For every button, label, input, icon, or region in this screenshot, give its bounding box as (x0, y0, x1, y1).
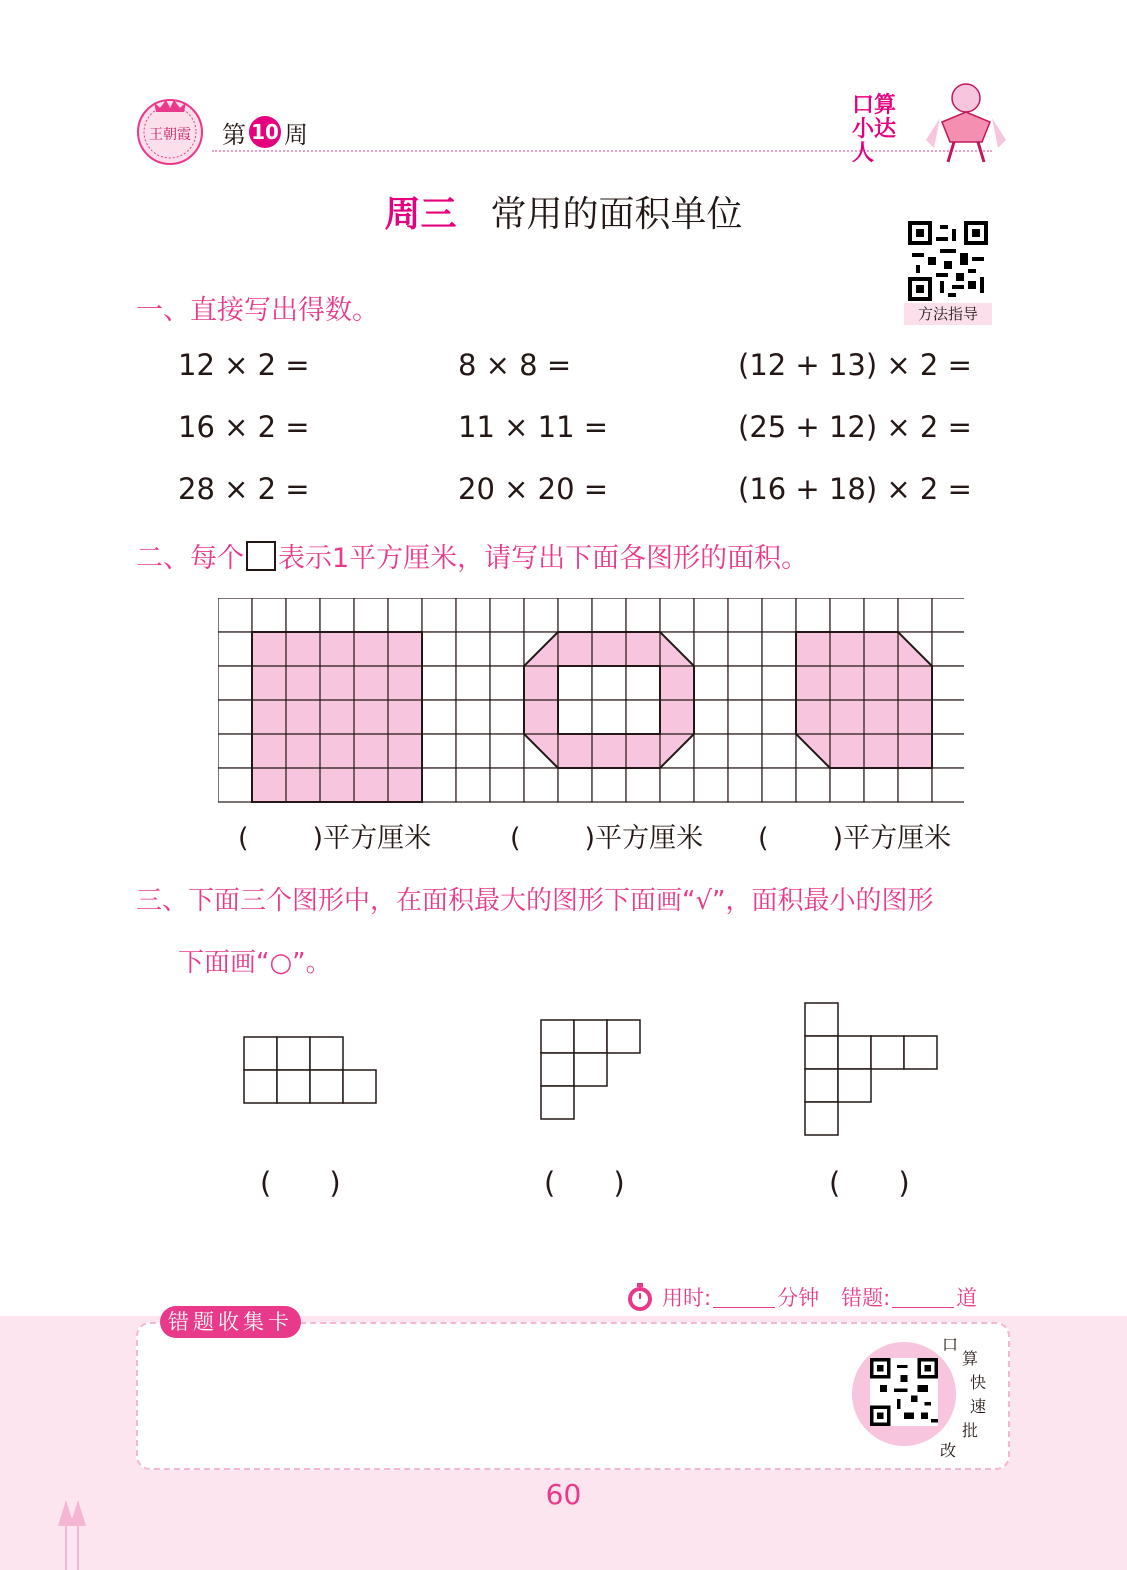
grid-cell (558, 768, 592, 802)
side-char: 速 (970, 1397, 987, 1416)
grid-cell (864, 598, 898, 632)
equation: 28 × 2 = (178, 472, 310, 506)
grid-cell (354, 598, 388, 632)
mascot-icon (920, 78, 1012, 168)
paren-open: ( (829, 1166, 841, 1200)
grid-cell (252, 598, 286, 632)
grid-cell (762, 666, 796, 700)
grid-cell (932, 632, 964, 666)
grid-cell (694, 666, 728, 700)
paren-open: ( (260, 1166, 272, 1200)
grid-cell (218, 632, 252, 666)
section2-heading-end: 表示1平方厘米，请写出下面各图形的面积。 (278, 543, 809, 574)
grid-cell (218, 734, 252, 768)
grid-cell (728, 666, 762, 700)
error-unit: 道 (956, 1286, 978, 1310)
equation: 8 × 8 = (458, 348, 572, 382)
section1-heading: 一、直接写出得数。 (136, 295, 379, 326)
grid-cell (728, 632, 762, 666)
grid-cell (422, 598, 456, 632)
grid-cell (762, 734, 796, 768)
equation: (16 + 18) × 2 = (738, 472, 972, 506)
week-suffix: 周 (284, 120, 308, 149)
figure-c (803, 1001, 943, 1141)
grid-cell (388, 598, 422, 632)
paren-open: ( (510, 823, 521, 854)
grid-cell (626, 666, 660, 700)
grid-cell (286, 598, 320, 632)
paren-open: ( (238, 823, 249, 854)
figure-b (539, 1018, 645, 1124)
grid-cell (490, 700, 524, 734)
unit-square-icon (246, 541, 276, 571)
grid-cell (932, 700, 964, 734)
grid-cell (830, 768, 864, 802)
seal-logo (134, 94, 206, 166)
error-label: 错题: (841, 1286, 891, 1310)
grid-cell (728, 768, 762, 802)
grid-cell (218, 666, 252, 700)
qr-quick-grade[interactable] (852, 1335, 992, 1462)
side-char: 改 (940, 1441, 957, 1460)
grid-cell (762, 598, 796, 632)
brand-logo (852, 78, 1012, 168)
grid-cell (558, 700, 592, 734)
equation: 12 × 2 = (178, 348, 310, 382)
grid-cell (728, 700, 762, 734)
answer-blank-3[interactable] (758, 816, 951, 855)
grid-cell (660, 768, 694, 802)
grid-cell (864, 768, 898, 802)
grid-cell (830, 598, 864, 632)
equation: (25 + 12) × 2 = (738, 410, 972, 444)
grid-cell (932, 666, 964, 700)
stopwatch-icon (626, 1282, 654, 1312)
equation: 20 × 20 = (458, 472, 609, 506)
grid-cell (490, 598, 524, 632)
grid-cell (558, 666, 592, 700)
grid-cell (490, 768, 524, 802)
grid-cell (422, 666, 456, 700)
shape-square (252, 632, 422, 802)
paren-open: ( (758, 823, 769, 854)
grid-cell (592, 700, 626, 734)
time-blank[interactable] (713, 1287, 775, 1308)
paren-close: ) (898, 1166, 910, 1200)
arrow-up-icon (52, 1498, 92, 1570)
grid-cell (524, 598, 558, 632)
grid-cell (456, 598, 490, 632)
time-unit: 分钟 (777, 1286, 820, 1310)
side-char: 批 (962, 1421, 979, 1440)
grid-cell (218, 700, 252, 734)
grid-cell (218, 598, 252, 632)
equation: (12 + 13) × 2 = (738, 348, 972, 382)
title-day: 周三 (384, 194, 457, 235)
grid-cell (490, 666, 524, 700)
section3-heading-line1: 三、下面三个图形中，在面积最大的图形下面画“√”，面积最小的图形 (136, 886, 934, 916)
grid-cell (694, 734, 728, 768)
grid-cell (456, 734, 490, 768)
grid-cell (762, 632, 796, 666)
side-char: 算 (962, 1349, 979, 1368)
grid-cell (490, 734, 524, 768)
grid-cell (694, 632, 728, 666)
card-title (160, 1306, 301, 1338)
card-title-text: 错题收集卡 (168, 1310, 293, 1334)
grid-cell (558, 598, 592, 632)
figure-b-answer[interactable] (544, 1166, 625, 1200)
grid-cell (490, 632, 524, 666)
grid-cell (524, 768, 558, 802)
answer-blank-2[interactable] (510, 816, 703, 855)
grid-cell (626, 598, 660, 632)
paren-close: ) (613, 1166, 625, 1200)
grid-cell (592, 768, 626, 802)
unit-label: )平方厘米 (832, 823, 952, 854)
section2-heading (136, 536, 808, 575)
grid-cell (422, 700, 456, 734)
section2-heading-start: 二、每个 (136, 543, 244, 574)
grid-cell (456, 700, 490, 734)
grid-cell (932, 734, 964, 768)
week-number-badge (249, 116, 281, 148)
brand-logo-text: 口算小达人 (852, 93, 897, 166)
unit-label: )平方厘米 (312, 823, 432, 854)
grid-cell (626, 700, 660, 734)
figure-a (242, 1035, 382, 1107)
grid-cell (422, 734, 456, 768)
grid-cell (422, 768, 456, 802)
figure-a-answer[interactable] (260, 1166, 341, 1200)
timer-stats (626, 1282, 977, 1312)
grid-cell (626, 768, 660, 802)
seal-text: 王朝霞 (149, 127, 191, 143)
side-char: 口 (942, 1335, 959, 1354)
figure-c-answer[interactable] (829, 1166, 910, 1200)
grid-cell (694, 768, 728, 802)
grid-cell (456, 632, 490, 666)
grid-cell (762, 700, 796, 734)
grid-cell (592, 598, 626, 632)
grid-cell (218, 768, 252, 802)
grid-cell (728, 598, 762, 632)
week-number: 10 (251, 120, 279, 144)
section3-heading-line2: 下面画“○”。 (178, 948, 332, 978)
grid-cell (592, 666, 626, 700)
grid-cell (762, 768, 796, 802)
week-prefix: 第 (222, 120, 246, 149)
grid-cell (796, 768, 830, 802)
grid-cell (728, 734, 762, 768)
unit-label: )平方厘米 (584, 823, 704, 854)
qr-code-guide[interactable] (904, 219, 992, 327)
grid-cell (694, 700, 728, 734)
grid-cell (932, 768, 964, 802)
page-number: 60 (545, 1478, 582, 1511)
paren-close: ) (329, 1166, 341, 1200)
paren-open: ( (544, 1166, 556, 1200)
equation: 11 × 11 = (458, 410, 609, 444)
error-blank[interactable] (892, 1287, 954, 1308)
equation: 16 × 2 = (178, 410, 310, 444)
title-topic: 常用的面积单位 (490, 194, 743, 235)
qr-caption: 方法指导 (904, 303, 992, 325)
answer-blank-1[interactable] (238, 816, 431, 855)
grid-cell (932, 598, 964, 632)
qr-code-icon (870, 1358, 938, 1426)
grid-cell (694, 598, 728, 632)
week-label (222, 114, 308, 150)
grid-cell (898, 598, 932, 632)
grid-cell (898, 768, 932, 802)
qr-code-icon (908, 221, 988, 301)
time-label: 用时: (662, 1286, 712, 1310)
grid-cell (796, 598, 830, 632)
grid-cell (422, 632, 456, 666)
area-grid (218, 598, 964, 804)
grid-cell (320, 598, 354, 632)
side-char: 快 (970, 1373, 987, 1392)
grid-cell (456, 768, 490, 802)
grid-cell (660, 598, 694, 632)
grid-cell (456, 666, 490, 700)
